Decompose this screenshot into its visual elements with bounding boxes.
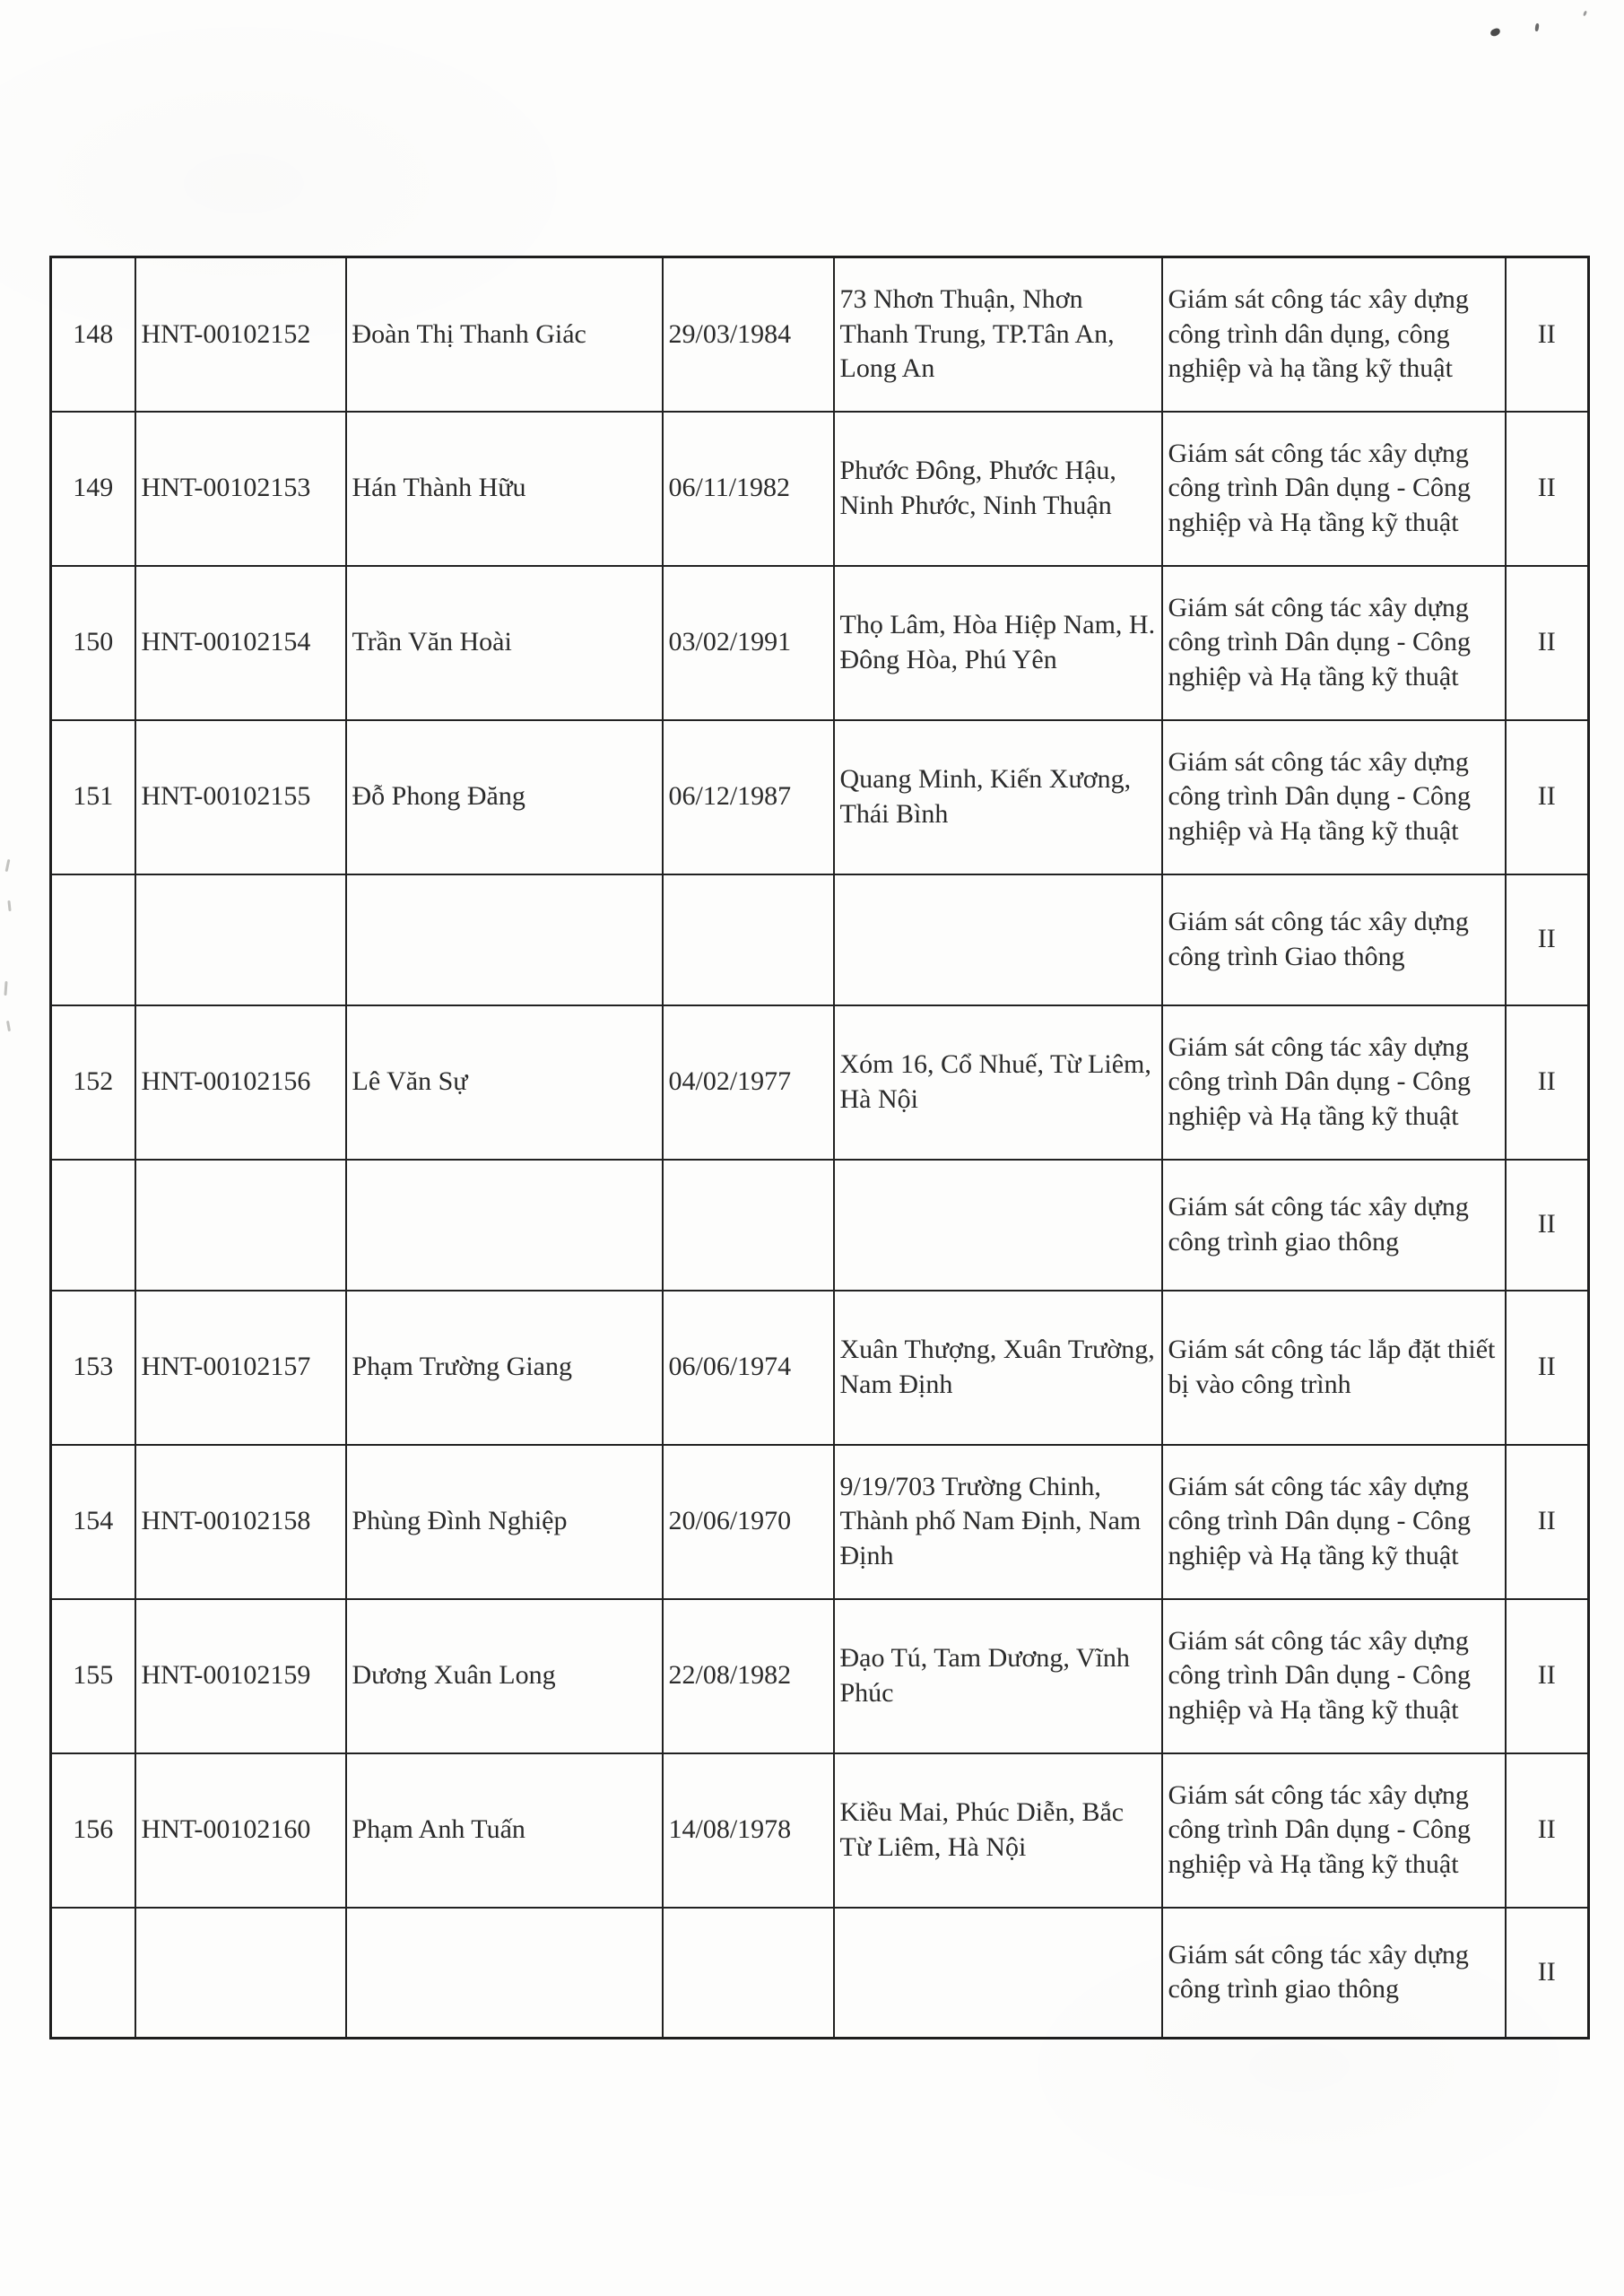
cell-address: Xóm 16, Cổ Nhuế, Từ Liêm, Hà Nội bbox=[834, 1005, 1162, 1160]
cell-date-of-birth: 29/03/1984 bbox=[663, 257, 834, 412]
cell-address: Quang Minh, Kiến Xương, Thái Bình bbox=[834, 720, 1162, 874]
cell-address: 73 Nhơn Thuận, Nhơn Thanh Trung, TP.Tân An, Long An bbox=[834, 257, 1162, 412]
cell-practice-scope: Giám sát công tác xây dựng công trình Giao thông bbox=[1162, 874, 1506, 1005]
cell-certificate-code: HNT-00102155 bbox=[135, 720, 346, 874]
table-row bbox=[51, 1753, 1589, 1908]
cell-certificate-code: HNT-00102156 bbox=[135, 1005, 346, 1160]
margin-mark bbox=[4, 981, 7, 996]
certificates-table bbox=[49, 256, 1590, 2039]
table-row bbox=[51, 1160, 1589, 1291]
cell-date-of-birth: 22/08/1982 bbox=[663, 1599, 834, 1753]
cell-address bbox=[834, 1908, 1162, 2039]
cell-certificate-code: HNT-00102153 bbox=[135, 412, 346, 566]
cell-grade: II bbox=[1506, 1908, 1589, 2039]
cell-grade: II bbox=[1506, 1753, 1589, 1908]
cell-address: Thọ Lâm, Hòa Hiệp Nam, H. Đông Hòa, Phú Yên bbox=[834, 566, 1162, 720]
margin-mark bbox=[7, 900, 11, 911]
cell-grade: II bbox=[1506, 1160, 1589, 1291]
cell-practice-scope: Giám sát công tác xây dựng công trình dân dụng, công nghiệp và hạ tầng kỹ thuật bbox=[1162, 257, 1506, 412]
cell-practice-scope: Giám sát công tác xây dựng công trình giao thông bbox=[1162, 1908, 1506, 2039]
cell-certificate-code bbox=[135, 1908, 346, 2039]
table-row bbox=[51, 1445, 1589, 1599]
cell-date-of-birth: 06/06/1974 bbox=[663, 1291, 834, 1445]
table-row bbox=[51, 1291, 1589, 1445]
cell-ordinal-number bbox=[51, 1160, 135, 1291]
cell-grade: II bbox=[1506, 1599, 1589, 1753]
cell-ordinal-number: 152 bbox=[51, 1005, 135, 1160]
cell-full-name bbox=[346, 1160, 663, 1291]
cell-ordinal-number: 155 bbox=[51, 1599, 135, 1753]
table-row bbox=[51, 1005, 1589, 1160]
cell-full-name: Phạm Trường Giang bbox=[346, 1291, 663, 1445]
cell-ordinal-number: 153 bbox=[51, 1291, 135, 1445]
cell-date-of-birth: 20/06/1970 bbox=[663, 1445, 834, 1599]
ink-speck bbox=[1489, 27, 1501, 37]
cell-ordinal-number bbox=[51, 874, 135, 1005]
cell-certificate-code: HNT-00102160 bbox=[135, 1753, 346, 1908]
cell-address: Kiều Mai, Phúc Diễn, Bắc Từ Liêm, Hà Nội bbox=[834, 1753, 1162, 1908]
cell-practice-scope: Giám sát công tác xây dựng công trình Dân dụng - Công nghiệp và Hạ tầng kỹ thuật bbox=[1162, 412, 1506, 566]
cell-full-name: Lê Văn Sự bbox=[346, 1005, 663, 1160]
cell-ordinal-number bbox=[51, 1908, 135, 2039]
cell-practice-scope: Giám sát công tác xây dựng công trình Dân dụng - Công nghiệp và Hạ tầng kỹ thuật bbox=[1162, 720, 1506, 874]
table-row bbox=[51, 257, 1589, 412]
cell-full-name: Phạm Anh Tuấn bbox=[346, 1753, 663, 1908]
cell-date-of-birth: 03/02/1991 bbox=[663, 566, 834, 720]
cell-practice-scope: Giám sát công tác xây dựng công trình Dân dụng - Công nghiệp và Hạ tầng kỹ thuật bbox=[1162, 1753, 1506, 1908]
cell-ordinal-number: 154 bbox=[51, 1445, 135, 1599]
ink-speck bbox=[1534, 23, 1539, 31]
cell-practice-scope: Giám sát công tác lắp đặt thiết bị vào công trình bbox=[1162, 1291, 1506, 1445]
cell-grade: II bbox=[1506, 1005, 1589, 1160]
table-row bbox=[51, 720, 1589, 874]
cell-grade: II bbox=[1506, 1291, 1589, 1445]
table-row bbox=[51, 566, 1589, 720]
cell-certificate-code bbox=[135, 874, 346, 1005]
cell-practice-scope: Giám sát công tác xây dựng công trình Dân dụng - Công nghiệp và Hạ tầng kỹ thuật bbox=[1162, 1005, 1506, 1160]
cell-practice-scope: Giám sát công tác xây dựng công trình Dân dụng - Công nghiệp và Hạ tầng kỹ thuật bbox=[1162, 1599, 1506, 1753]
cell-practice-scope: Giám sát công tác xây dựng công trình giao thông bbox=[1162, 1160, 1506, 1291]
ink-speck bbox=[1583, 11, 1587, 17]
cell-grade: II bbox=[1506, 720, 1589, 874]
cell-date-of-birth bbox=[663, 874, 834, 1005]
cell-full-name: Trần Văn Hoài bbox=[346, 566, 663, 720]
cell-grade: II bbox=[1506, 412, 1589, 566]
cell-date-of-birth: 14/08/1978 bbox=[663, 1753, 834, 1908]
cell-ordinal-number: 148 bbox=[51, 257, 135, 412]
cell-ordinal-number: 150 bbox=[51, 566, 135, 720]
cell-practice-scope: Giám sát công tác xây dựng công trình Dân dụng - Công nghiệp và Hạ tầng kỹ thuật bbox=[1162, 1445, 1506, 1599]
cell-ordinal-number: 149 bbox=[51, 412, 135, 566]
cell-full-name: Phùng Đình Nghiệp bbox=[346, 1445, 663, 1599]
cell-full-name: Đoàn Thị Thanh Giác bbox=[346, 257, 663, 412]
cell-full-name: Đỗ Phong Đăng bbox=[346, 720, 663, 874]
cell-date-of-birth: 04/02/1977 bbox=[663, 1005, 834, 1160]
cell-address: Đạo Tú, Tam Dương, Vĩnh Phúc bbox=[834, 1599, 1162, 1753]
cell-address: 9/19/703 Trường Chinh, Thành phố Nam Định, Nam Định bbox=[834, 1445, 1162, 1599]
cell-full-name bbox=[346, 1908, 663, 2039]
cell-date-of-birth: 06/11/1982 bbox=[663, 412, 834, 566]
table-row bbox=[51, 1908, 1589, 2039]
cell-grade: II bbox=[1506, 1445, 1589, 1599]
cell-date-of-birth bbox=[663, 1908, 834, 2039]
cell-full-name bbox=[346, 874, 663, 1005]
table-row bbox=[51, 874, 1589, 1005]
table-row bbox=[51, 1599, 1589, 1753]
cell-address bbox=[834, 1160, 1162, 1291]
cell-grade: II bbox=[1506, 874, 1589, 1005]
cell-certificate-code: HNT-00102158 bbox=[135, 1445, 346, 1599]
cell-full-name: Hán Thành Hữu bbox=[346, 412, 663, 566]
cell-address: Xuân Thượng, Xuân Trường, Nam Định bbox=[834, 1291, 1162, 1445]
cell-address bbox=[834, 874, 1162, 1005]
cell-date-of-birth: 06/12/1987 bbox=[663, 720, 834, 874]
cell-date-of-birth bbox=[663, 1160, 834, 1291]
cell-grade: II bbox=[1506, 257, 1589, 412]
cell-certificate-code: HNT-00102152 bbox=[135, 257, 346, 412]
cell-certificate-code: HNT-00102154 bbox=[135, 566, 346, 720]
cell-address: Phước Đông, Phước Hậu, Ninh Phước, Ninh Thuận bbox=[834, 412, 1162, 566]
cell-ordinal-number: 156 bbox=[51, 1753, 135, 1908]
table-row bbox=[51, 412, 1589, 566]
cell-certificate-code bbox=[135, 1160, 346, 1291]
cell-grade: II bbox=[1506, 566, 1589, 720]
cell-certificate-code: HNT-00102157 bbox=[135, 1291, 346, 1445]
margin-mark bbox=[5, 859, 11, 872]
cell-ordinal-number: 151 bbox=[51, 720, 135, 874]
cell-practice-scope: Giám sát công tác xây dựng công trình Dân dụng - Công nghiệp và Hạ tầng kỹ thuật bbox=[1162, 566, 1506, 720]
margin-mark bbox=[6, 1021, 11, 1031]
cell-certificate-code: HNT-00102159 bbox=[135, 1599, 346, 1753]
cell-full-name: Dương Xuân Long bbox=[346, 1599, 663, 1753]
